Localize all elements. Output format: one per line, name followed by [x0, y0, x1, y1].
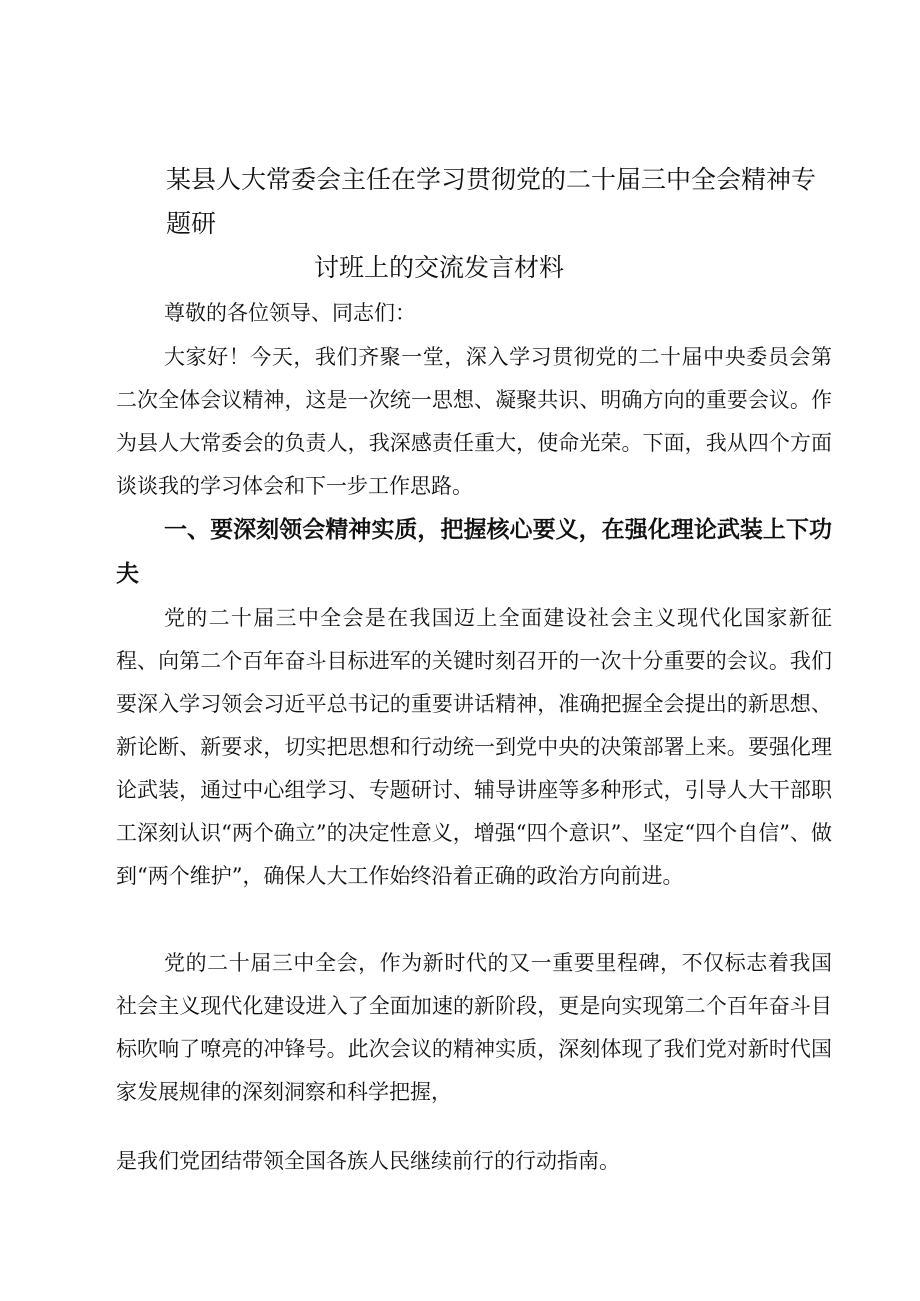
title-line-1: 某县人大常委会主任在学习贯彻党的二十届三中全会精神专题研 [166, 165, 817, 238]
document-title [166, 158, 826, 290]
paragraph-closing-line: 是我们党团结带领全国各族人民继续前行的行动指南。 [116, 1149, 620, 1173]
title-line-2: 讨班上的交流发言材料 [314, 253, 565, 282]
salutation: 尊敬的各位领导、同志们： [164, 301, 416, 325]
paragraph-intro: 大家好！今天，我们齐聚一堂，深入学习贯彻党的二十届中央委员会第二次全体会议精神，这是一次统一思想、凝聚共识、明确方向的重要会议。作为县人大常委会的负责人，我深感责任重大，使命光荣。下面，我从四个方面谈谈我的学习体会和下一步工作思路。 [116, 345, 832, 498]
section-heading-1: 一、要深刻领会精神实质，把握核心要义，在强化理论武装上下功夫 [116, 517, 832, 587]
paragraph-section1-body: 党的二十届三中全会是在我国迈上全面建设社会主义现代化国家新征程、向第二个百年奋斗目标进军的关键时刻召开的一次十分重要的会议。我们要深入学习领会习近平总书记的重要讲话精神，准确把握全会提出的新思想、新论断、新要求，切实把思想和行动统一到党中央的决策部署上来。要强化理论武装，通过中心组学习、专题研讨、辅导讲座等多种形式，引导人大干部职工深刻认识“两个确立”的决定性意义，增强“四个意识”、坚定“四个自信”、做到“两个维护”，确保人大工作始终沿着正确的政治方向前进。 [116, 606, 832, 888]
paragraph-section1-continued: 党的二十届三中全会，作为新时代的又一重要里程碑，不仅标志着我国社会主义现代化建设进入了全面加速的新阶段，更是向实现第二个百年奋斗目标吹响了嘹亮的冲锋号。此次会议的精神实质，深刻体现了我们党对新时代国家发展规律的深刻洞察和科学把握， [116, 951, 832, 1104]
